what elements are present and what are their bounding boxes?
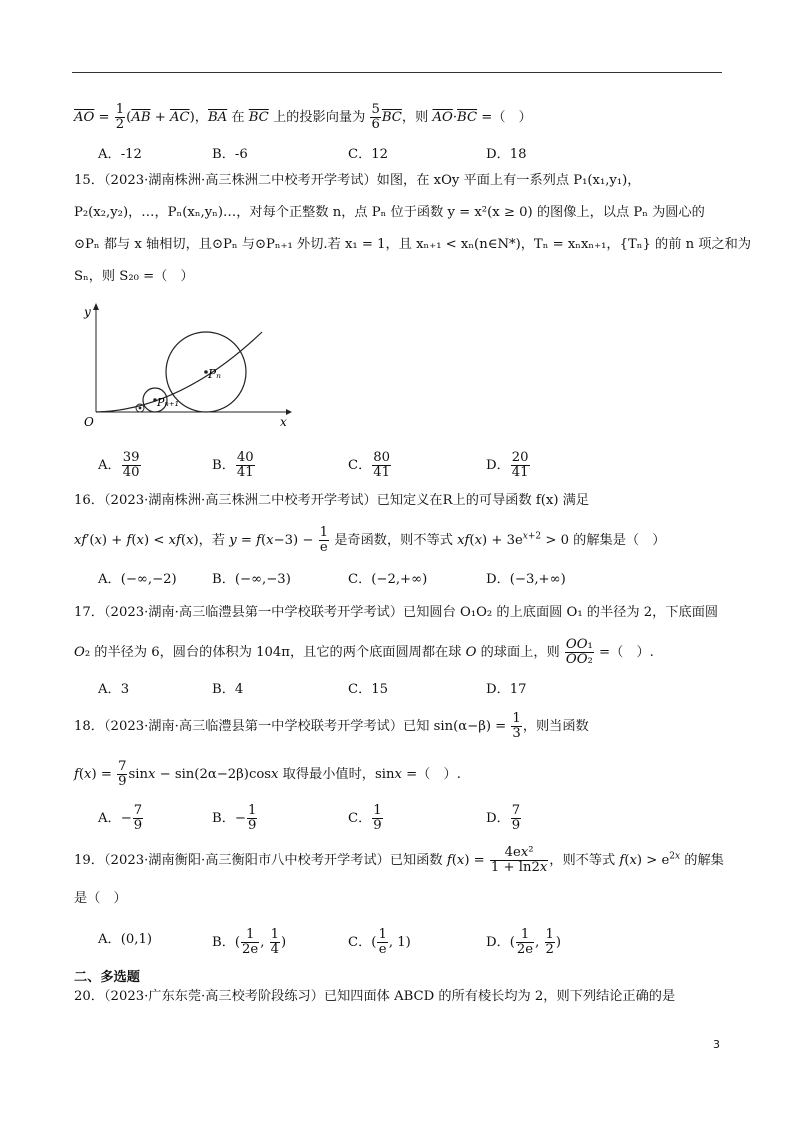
q19-option-a: A．(0,1) — [98, 932, 152, 947]
page-number: 3 — [713, 1038, 720, 1051]
q17-line-1: 17．（2023·湖南·高三临澧县第一中学校联考开学考试）已知圆台 O₁O₂ 的上底面圆 O₁ 的半径为 2，下底面圆 — [74, 605, 719, 620]
q14-option-d: D．18 — [486, 147, 527, 162]
q19-option-d: D．( $\frac{1}{2e}$ , $\frac{1}{2}$ ) — [486, 927, 562, 957]
q17-option-b: B．4 — [212, 682, 244, 697]
q18-line-1: 18．（2023·湖南·高三临澧县第一中学校联考开学考试）已知 sin(α−β) = $\frac{1}{3}$ ，则当函数 — [74, 711, 589, 741]
q15-option-c: C． $\frac{80}{41}$ — [348, 450, 391, 480]
q16-option-d: D．(−3,+∞) — [486, 572, 566, 587]
q19-line-1: 19．（2023·湖南衡阳·高三衡阳市八中校考开学考试）已知函数 f(x) = $\frac{\text{4ex²}}{1 + \ln 2x}$ ，则不等式 $f(x) > e^{2x}$ 的解集 — [74, 845, 724, 875]
q15-line-1: 15．（2023·湖南株洲·高三株洲二中校考开学考试）如图，在 xOy 平面上有一系列点 P₁(x₁,y₁)， — [74, 173, 641, 188]
q16-line-2: xf′(x) + f(x) < xf(x)，若 y = f(x−3) − $\frac{1}{e}$ 是奇函数，则不等式 $xf(x) + 3e^{x+2} > 0$ 的解集是（ ） — [74, 525, 666, 555]
q15-line-4: Sₙ，则 S₂₀ =（ ） — [74, 269, 194, 284]
q15-option-b: B． $\frac{40}{41}$ — [212, 450, 254, 480]
q16-option-c: C．(−2,+∞) — [348, 572, 428, 587]
q19-option-c: C．( $\frac{1}{e}$ , 1) — [348, 927, 411, 957]
pn-label: Pₙ — [208, 367, 221, 381]
y-axis-arrow — [93, 303, 99, 310]
q18-option-d: D． $\frac{7}{9}$ — [486, 803, 521, 833]
header-rule — [72, 72, 722, 73]
q17-option-a: A．3 — [98, 682, 130, 697]
q19-option-b: B．( $\frac{1}{2e}$ , $\frac{1}{4}$ ) — [212, 927, 287, 957]
q14-option-b: B．-6 — [212, 147, 248, 162]
x-label: x — [280, 415, 287, 429]
q15-figure — [80, 298, 300, 433]
q18-option-a: A．− $\frac{7}{9}$ — [98, 803, 143, 833]
y-label: y — [84, 305, 91, 319]
q14-option-a: A．-12 — [98, 147, 142, 162]
q16-line-1: 16．（2023·湖南株洲·高三株洲二中校考开学考试）已知定义在R上的可导函数 f(x) 满足 — [74, 493, 590, 508]
origin-label: O — [84, 415, 94, 429]
center-small — [139, 407, 142, 410]
pn1-label: Pₙ₊₁ — [157, 396, 180, 409]
q16-option-a: A．(−∞,−2) — [98, 572, 177, 587]
q20-line-1: 20．（2023·广东东莞·高三校考阶段练习）已知四面体 ABCD 的所有棱长均为 2，则下列结论正确的是 — [74, 989, 676, 1004]
q17-line-2: O₂ 的半径为 6，圆台的体积为 104π，且它的两个底面圆周都在球 O 的球面上，则 $\frac{\text{OO₁}}{\text{OO₂}}$ =（ ）. — [74, 637, 654, 667]
q15-line-3: ⊙Pₙ 都与 x 轴相切，且⊙Pₙ 与⊙Pₙ₊₁ 外切.若 x₁ = 1，且 xₙ₊₁ < xₙ(n∈N*)，Tₙ = xₙxₙ₊₁，{Tₙ} 的前 n 项之和为 — [74, 237, 752, 252]
q19-line-2: 是（ ） — [74, 891, 127, 906]
q17-option-c: C．15 — [348, 682, 389, 697]
x-axis-arrow — [286, 409, 292, 415]
q17-option-d: D．17 — [486, 682, 527, 697]
q18-option-c: C． $\frac{1}{9}$ — [348, 803, 382, 833]
q15-option-a: A． $\frac{39}{40}$ — [98, 450, 140, 480]
q18-line-2: f(x) = $\frac{7}{9}$ sinx − sin(2α−2β)cosx 取得最小值时，sinx =（ ）. — [74, 759, 461, 789]
q14-option-c: C．12 — [348, 147, 389, 162]
section-heading: 二、多选题 — [74, 970, 140, 985]
q18-option-b: B．− $\frac{1}{9}$ — [212, 803, 257, 833]
q16-option-b: B．(−∞,−3) — [212, 572, 291, 587]
q15-option-d: D． $\frac{20}{41}$ — [486, 450, 529, 480]
q15-line-2: P₂(x₂,y₂)，…，Pₙ(xₙ,yₙ)…，对每个正整数 n，点 Pₙ 位于函数 y = x²(x ≥ 0) 的图像上，以点 Pₙ 为圆心的 — [74, 205, 705, 220]
q14-stem: $\overline{AO}$ = $\frac{1}{2}$ $(\overline{AB} + \overline{AC})$，$\overline{BA}$ 在 $\overline{BC}$ 上的投影向量为 $\frac{5}{6}$ $\overline{BC}$，则 $\overline{AO}\cdot\overline{BC}$ =（ ） — [74, 102, 532, 132]
